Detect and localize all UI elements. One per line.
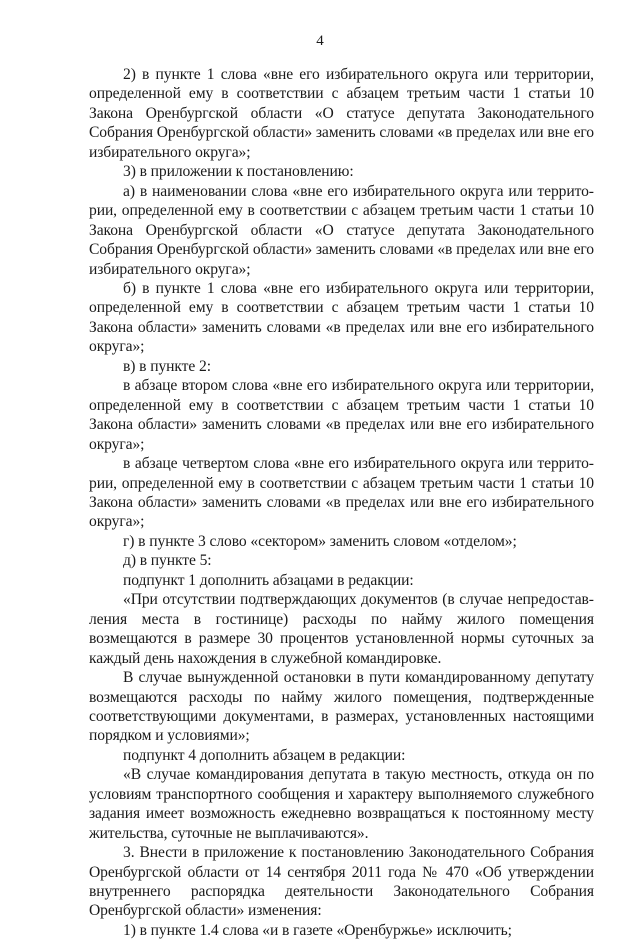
paragraph-item-2: 2) в пункте 1 слова «вне его избирательного округа или территории, определенной ему в соответствии с абзацем третьим части 1 статьи 10 Закона Оренбургской области «О статусе депутата Законодательного Собрания Оренбургской области» заменить словами «в пределах или вне его избирательного округа»; [89, 66, 594, 161]
paragraph-subitem-a: а) в наименовании слова «вне его избирательного округа или территории, определенной ему в соответствии с абзацем третьим части 1 статьи 10 Закона Оренбургской области «О статусе депутата Законодательного Собрания Оренбургской области» заменить словами «в пределах или вне его избирательного округа»; [89, 182, 594, 278]
paragraph-abzac-second: в абзаце втором слова «вне его избирательного округа или территории, определенной ему в соответствии с абзацем третьим части 1 статьи 10 Закона области» заменить словами «в пределах или вне его избирательного округа»; [89, 377, 594, 453]
paragraph-subitem-d: д) в пункте 5: [123, 552, 212, 570]
paragraph-quote-daily-return: «В случае командирования депутата в такую местность, откуда он по условиям транспортного сообщения и характеру выполняемого служебного задания имеет возможность ежедневно возвращаться к постоянному месту жительства, суточные не выплачиваются». [89, 766, 594, 842]
paragraph-subpoint-4: подпункт 4 дополнить абзацем в редакции: [123, 746, 406, 764]
paragraph-subitem-v: в) в пункте 2: [123, 357, 211, 375]
paragraph-item-3-amend: 3. Внести в приложение к постановлению Законодательного Собрания Оренбургской области от 14 сентября 2011 года № 470 «Об утверждении внутреннего распорядка деятельности Законодательного Собрания Оренбургской области» изменения: [89, 844, 594, 920]
page-number: 4 [316, 33, 324, 49]
paragraph-subitem-b: б) в пункте 1 слова «вне его избирательного округа или территории, определенной ему в соответствии с абзацем третьим части 1 статьи 10 Закона области» заменить словами «в пределах или вне его избирательного округа»; [89, 279, 594, 356]
paragraph-subitem-g: г) в пункте 3 слово «сектором» заменить словом «отделом»; [123, 532, 517, 550]
paragraph-quote-no-documents: «При отсутствии подтверждающих документов (в случае непредоставления места в гостинице) расходы по найму жилого помещения возмещаются в размере 30 процентов установленной нормы суточных за каждый день нахождения в служебной командировке. [89, 591, 594, 667]
paragraph-quote-forced-stop: В случае вынужденной остановки в пути командированному депутату возмещаются расходы по найму жилого помещения, подтвержденные соответствующими документами, в размерах, установленных настоящими порядком и условиями»; [89, 669, 594, 745]
document-body [89, 65, 594, 940]
paragraph-point-1-4: 1) в пункте 1.4 слова «и в газете «Оренбуржье» исключить; [123, 921, 512, 939]
paragraph-abzac-fourth: в абзаце четвертом слова «вне его избирательного округа или территории, определенной ему в соответствии с абзацем третьим части 1 статьи 10 Закона области» заменить словами «в пределах или вне его избирательного округа»; [89, 455, 594, 531]
paragraph-item-3: 3) в приложении к постановлению: [123, 163, 354, 181]
paragraph-subpoint-1: подпункт 1 дополнить абзацами в редакции: [123, 571, 414, 589]
